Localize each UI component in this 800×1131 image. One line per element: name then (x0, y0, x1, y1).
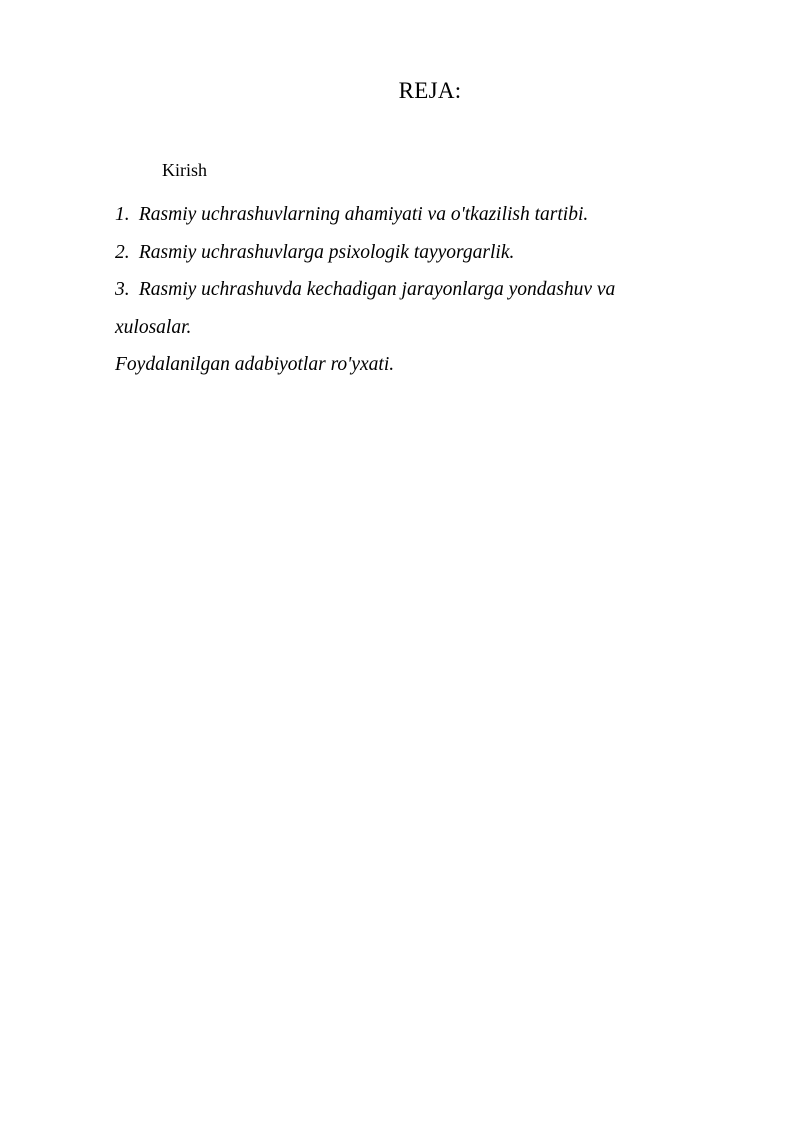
plan-item-number: 3. (115, 279, 130, 300)
plan-item-text: Rasmiy uchrashuvlarga psixologik tayyorgarlik. (138, 241, 515, 263)
plan-item-3 (115, 271, 695, 346)
plan-item-number: 1. (115, 204, 130, 225)
references-item (115, 346, 695, 384)
plan-item-1 (115, 196, 695, 234)
references-text: Foydalanilgan adabiyotlar ro'yxati. (115, 354, 395, 375)
page-title: REJA: (398, 78, 462, 103)
plan-item-number: 2. (115, 241, 130, 263)
intro-heading: Kirish (162, 160, 207, 180)
plan-item-text: Rasmiy uchrashuvda kechadigan jarayonlarga yondashuv va xulosalar. (115, 279, 616, 338)
plan-item-text: Rasmiy uchrashuvlarning ahamiyati va o'tkazilish tartibi. (138, 204, 589, 225)
plan-list (115, 196, 695, 384)
plan-item-2 (115, 234, 695, 272)
